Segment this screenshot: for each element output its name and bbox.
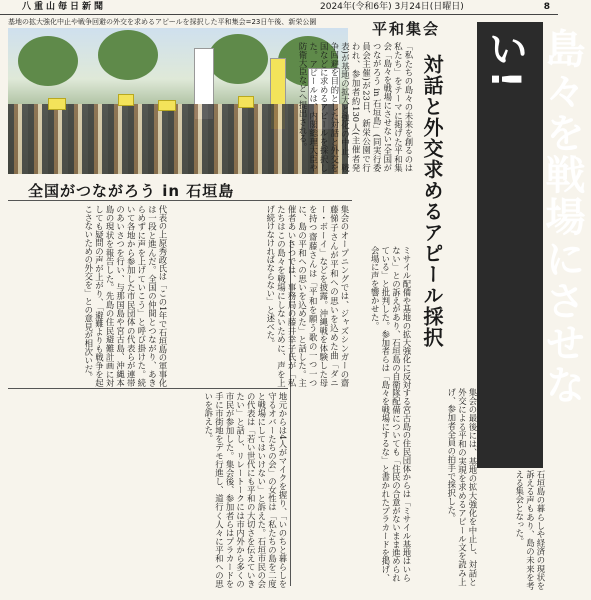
- photo-heading: 全国がつながろう in 石垣島: [28, 182, 235, 200]
- main-headline-block: [477, 22, 585, 468]
- event-label: 平和集会: [371, 20, 440, 38]
- body-text: 石垣島の暮らしや経済の現状を訴える声もあり、島の未来を考える集会となった。: [514, 470, 546, 590]
- body-text: 代表の上原秀政氏は「この1年で石垣島の軍事化は一段と進んだ。全国の仲間とつながり、あきらめずに声を上げていこう」と呼び掛けた。続いて各地から参加した市民団体の代表らが連帯のあいさつを行い、与那国島や宮古島、沖縄本島の現状を報告した。先島の住民避難計画に対しても疑問の声が上がり、「避難よりも戦争を起こさないための外交を」との意見が相次いだ。: [83, 205, 168, 387]
- photo-caption: 基地の拡大強化中止や戦争回避の外交を求めるアピールを採択した平和集会=23日午後、新栄公園: [8, 18, 317, 26]
- sub-headline: 対話と外交求めるアピール採択: [420, 54, 444, 348]
- main-headline: 島々を戦場にさせない!: [482, 28, 585, 406]
- page-number: 8: [543, 2, 550, 12]
- issue-date: 2024年(令和6年) 3月24日(日曜日): [320, 2, 464, 12]
- body-text: 地元からは4人がマイクを握り、「いのちと暮らしを守るオバーたちの会」の女性は「私たちの島を二度と戦場にしてはいけない」と訴えた。石垣市民の会の代表は「若い世代にも平和の大切さを伝えていきたい」と話し、リレートークには市内外から多くの市民が参加した。集会後、参加者らはプラカードを手に市街地をデモ行進し、道行く人々に平和への思いを訴えた。: [203, 392, 288, 588]
- divider: [8, 388, 288, 389]
- newspaper-name: 八重山毎日新聞: [22, 2, 107, 12]
- divider: [8, 200, 352, 201]
- body-text: 集会のオープニングでは、ジャズシンガーの齋藤悌子さんが平和への思いを込めた曲「ダニー・ボーイ」などを披露。沖縄戦を体験した母を持つ齋藤さんは「平和を願う歌の一つ一つに、島の平和への思いを込めた」と話した。主催者あいさつでは、事務局の藤井幸子氏が「私たちはこの島々を戦場にしないために、声を上げ続けなければならない」と述べた。: [265, 205, 350, 387]
- lead-paragraph: 「私たちの島々の未来を創るのは私たち」をテーマに掲げた平和集会「島々を戦場にさせない!全国がつながろう in 石垣島」(同実行委員会主催)が23日、新栄公園で行われ、参加者約130人(主催者発表)が基地の拡大と強化の中止、戦争回避を目的とした対話と外交を国などに求めるアピールを採択した。アピールは、内閣総理大臣や防衛大臣などへ提出される。: [298, 42, 414, 172]
- body-text: 集会の最後には、基地の拡大強化を中止し、対話と外交による平和の実現を求めるアピール文を読み上げ、参加者全員の拍手で採択した。: [446, 388, 478, 586]
- masthead-bar: [0, 0, 558, 15]
- body-text: ミサイル配備や基地の拡大強化に反対する宮古島の住民団体からは「ミサイル基地はいらない」との訴えがあり、石垣島の自衛隊配備についても「住民の合意がないまま進められている」と批判した。参加者らは「島々を戦場にするな」と書かれたプラカードを掲げ、会場に声を響かせた。: [370, 246, 412, 582]
